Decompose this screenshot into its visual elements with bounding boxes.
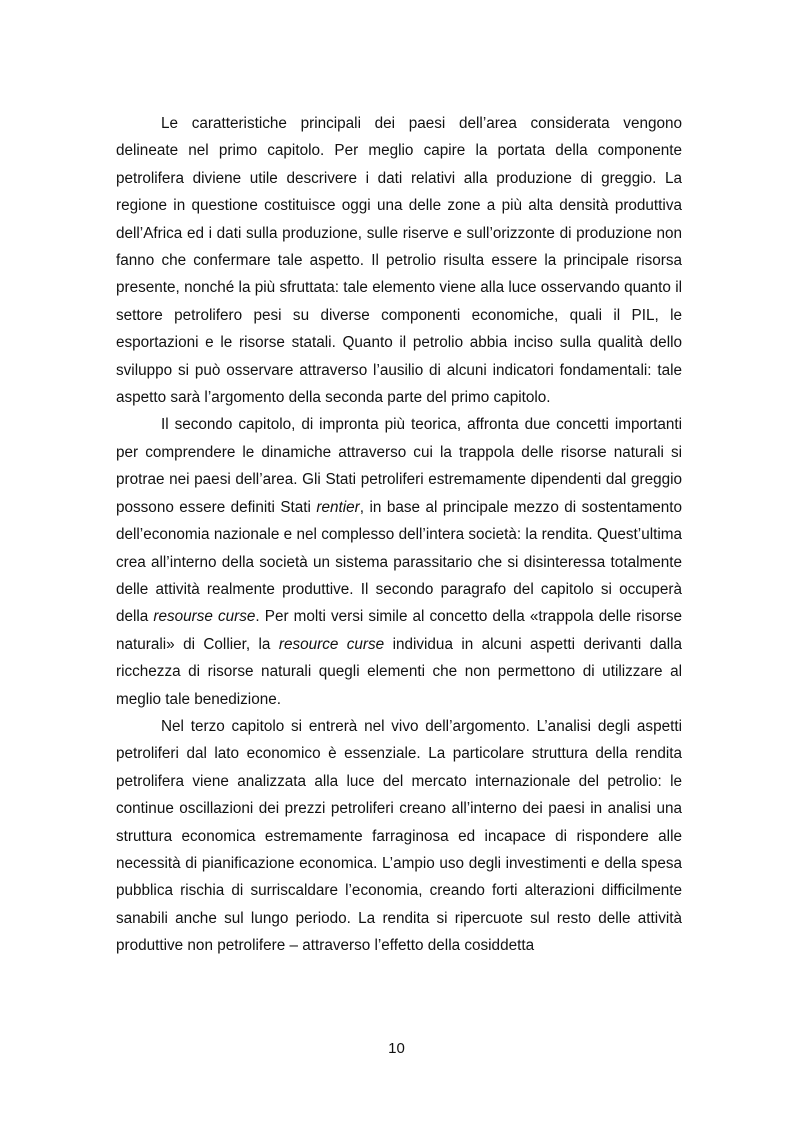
paragraph-2-text: individua in alcuni aspetti derivanti dalla ricchezza di risorse naturali quegli elementi che non permettono di utilizzare al meglio tale benedizione.: [116, 635, 683, 708]
term-resource-curse: resource curse: [278, 635, 385, 653]
paragraph-2-text: Il secondo capitolo, di impronta più teorica, affronta due concetti importanti per comprendere le dinamiche attraverso cui la trappola delle risorse naturali si protrae nei paesi dell’area. Gli Stati petroliferi estremamente dipendenti dal greggio possono essere definiti Stati: [116, 416, 682, 516]
paragraph-2-text: . Per molti versi simile al concetto della «trappola delle risorse naturali» di Collier, la: [116, 608, 682, 653]
page-number: 10: [388, 1040, 405, 1057]
paragraph-2-text: , in base al principale mezzo di sostentamento dell’economia nazionale e nel complesso dell’intera società: la rendita. Quest’ultima crea all’interno della società un sistema parassitario che si disinteressa totalmente delle attività realmente produttive. Il secondo paragrafo del capitolo si occuperà della: [116, 498, 683, 626]
term-resourse-curse: resourse curse: [153, 608, 256, 626]
paragraph-3: [116, 713, 682, 960]
paragraph-1: [116, 110, 682, 411]
paragraph-1-text: Le caratteristiche principali dei paesi dell’area considerata vengono delineate nel primo capitolo. Per meglio capire la portata della componente petrolifera diviene utile descrivere i dati relativi alla produzione di greggio. La regione in questione costituisce oggi una delle zone a più alta densità produttiva dell’Africa ed i dati sulla produzione, sulle riserve e sull’orizzonte di produzione non fanno che confermare tale aspetto. Il petrolio risulta essere la principale risorsa presente, nonché la più sfruttata: tale elemento viene alla luce osservando quanto il settore petrolifero pesi su diverse componenti economiche, quali il PIL, le esportazioni e le risorse statali. Quanto il petrolio abbia inciso sulla qualità dello sviluppo si può osservare attraverso l’ausilio di alcuni indicatori fondamentali: tale aspetto sarà l’argomento della seconda parte del primo capitolo.: [116, 115, 682, 407]
term-rentier: rentier: [316, 498, 360, 516]
body-text: [116, 110, 682, 960]
paragraph-2: [116, 411, 682, 712]
paragraph-3-text: Nel terzo capitolo si entrerà nel vivo dell’argomento. L’analisi degli aspetti petroliferi dal lato economico è essenziale. La particolare struttura della rendita petrolifera viene analizzata alla luce del mercato internazionale del petrolio: le continue oscillazioni dei prezzi petroliferi creano all’interno dei paesi in analisi una struttura economica estremamente farraginosa ed incapace di rispondere alle necessità di pianificazione economica. L’ampio uso degli investimenti e della spesa pubblica rischia di surriscaldare l’economia, creando forti alterazioni difficilmente sanabili anche sul lungo periodo. La rendita si ripercuote sul resto delle attività produttive non petrolifere – attraverso l’effetto della cosiddetta: [116, 717, 682, 955]
